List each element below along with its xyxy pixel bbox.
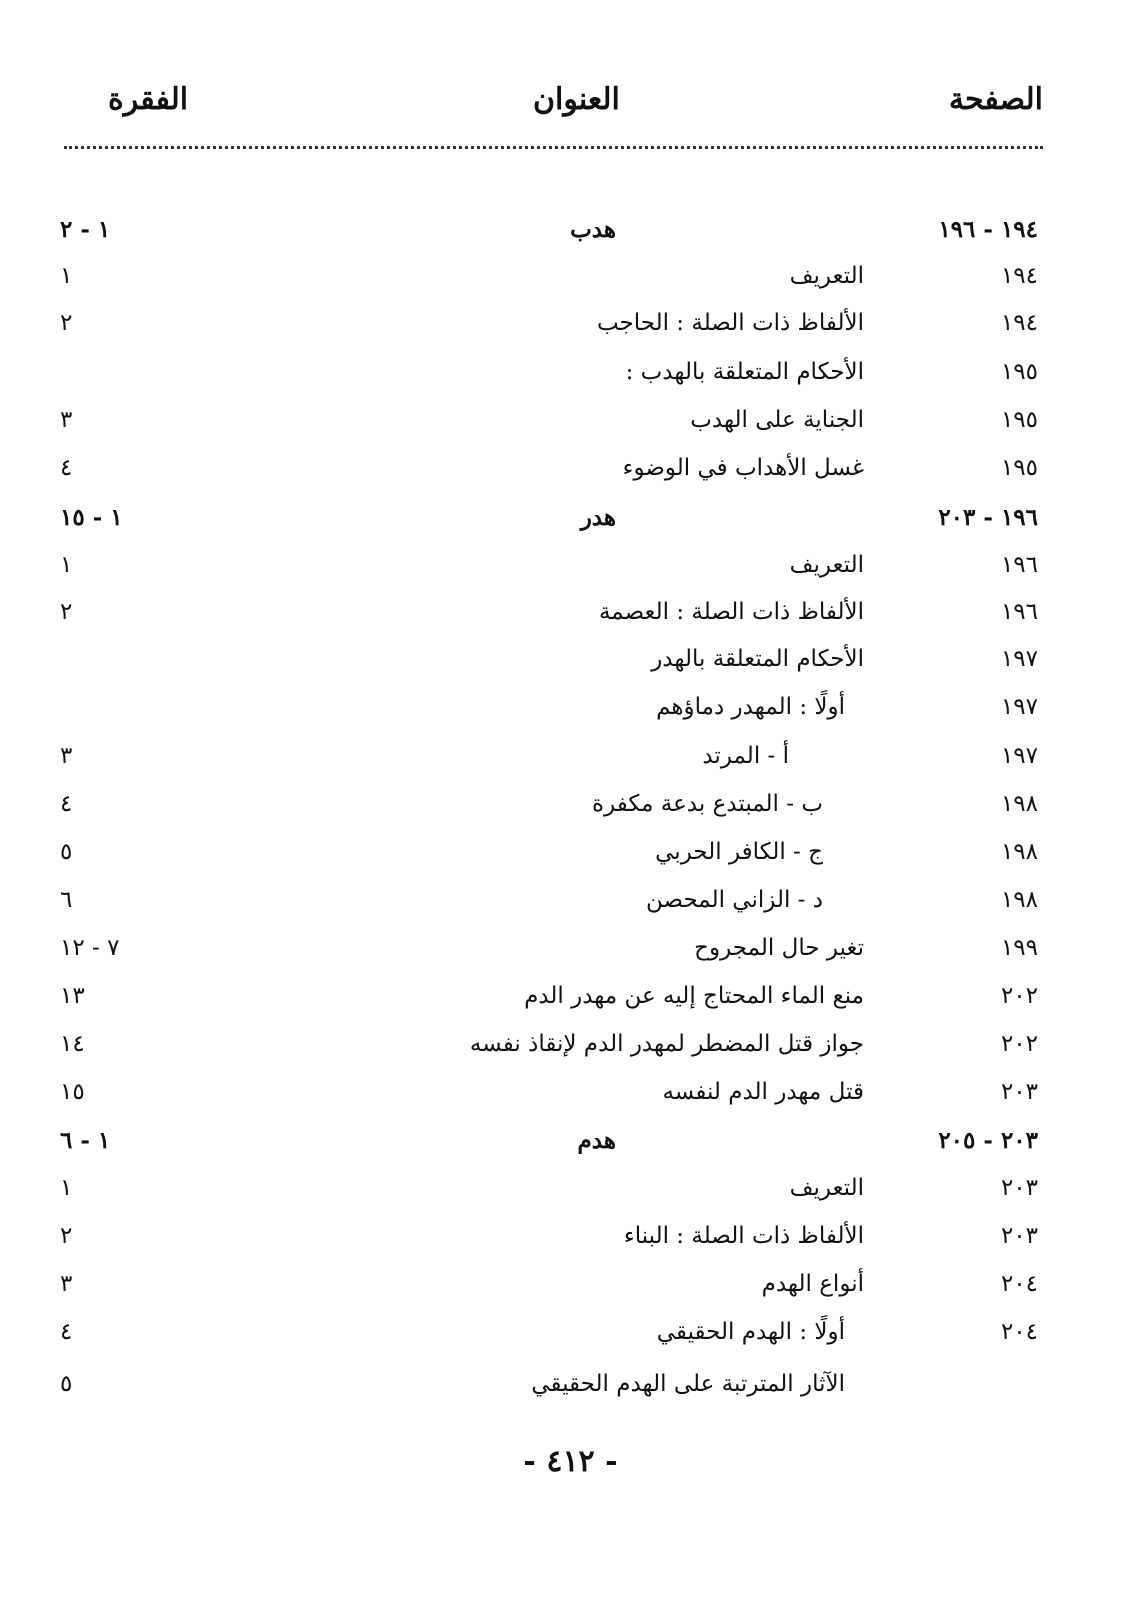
toc-row [0,882,1141,918]
toc-row [0,500,1141,536]
toc-row [0,1314,1141,1350]
toc-row [0,786,1141,822]
page-number: ٢٠٢ [1000,983,1038,1009]
entry-title: هدر [580,504,616,531]
page-number: ٢٠٣ [1000,1223,1038,1249]
paragraph-range: ١ [60,552,73,578]
toc-row [0,354,1141,390]
entry-title: الأحكام المتعلقة بالهدر [651,646,864,672]
paragraph-range: ١ [60,263,73,289]
toc-row [0,547,1141,583]
toc-row [0,689,1141,725]
page-number: ١٩٥ [1000,359,1038,385]
paragraph-range: ١ - ١٥ [60,504,123,531]
page-number: ٢٠٣ [1000,1079,1038,1105]
entry-title: أنواع الهدم [761,1271,864,1297]
toc-row [0,258,1141,294]
entry-title: ج - الكافر الحربي [655,839,823,865]
entry-title: هدم [577,1127,616,1154]
page-number: ١٩٦ - ٢٠٣ [938,504,1038,531]
entry-title: الآثار المترتبة على الهدم الحقيقي [531,1371,845,1397]
toc-row [0,1266,1141,1302]
page-number: ٢٠٤ [1000,1271,1038,1297]
page-number: ٢٠٤ [1000,1319,1038,1345]
paragraph-range: ٣ [60,1271,73,1297]
paragraph-range: ٥ [60,1371,73,1397]
header-title-column: العنوان [533,82,620,117]
paragraph-range: ٤ [60,455,73,481]
paragraph-range: ٤ [60,791,73,817]
page-number: ٢٠٣ [1000,1175,1038,1201]
page-number: ٢٠٣ - ٢٠٥ [938,1127,1038,1154]
page-number: ١٩٦ [1000,552,1038,578]
entry-title: الجناية على الهدب [690,407,864,433]
entry-title: التعريف [789,552,864,578]
entry-title: جواز قتل المضطر لمهدر الدم لإنقاذ نفسه [469,1031,864,1057]
toc-row [0,834,1141,870]
page-number: ١٩٦ [1000,599,1038,625]
paragraph-range: ٣ [60,743,73,769]
entry-title: التعريف [789,1175,864,1201]
entry-title: هدب [570,216,616,243]
page-number: ١٩٧ [1000,743,1038,769]
page-footer-number: - ٤١٢ - [523,1444,618,1479]
paragraph-range: ٣ [60,407,73,433]
paragraph-range: ٦ [60,887,73,913]
toc-row [0,212,1141,248]
entry-title: منع الماء المحتاج إليه عن مهدر الدم [524,983,864,1009]
paragraph-range: ١ - ٦ [60,1127,111,1154]
entry-title: الألفاظ ذات الصلة : البناء [623,1223,864,1249]
toc-row [0,594,1141,630]
paragraph-range: ١٣ [60,983,85,1009]
toc-row [0,1123,1141,1159]
toc-row [0,402,1141,438]
paragraph-range: ٢ [60,1223,73,1249]
paragraph-range: ٥ [60,839,73,865]
toc-row [0,930,1141,966]
paragraph-range: ٧ - ١٢ [60,935,120,961]
paragraph-range: ١٤ [60,1031,85,1057]
toc-row [0,1218,1141,1254]
entry-title: ب - المبتدع بدعة مكفرة [592,791,823,817]
toc-row [0,1026,1141,1062]
toc-row [0,450,1141,486]
dotted-divider [64,146,1043,149]
toc-row [0,641,1141,677]
page-number: ١٩٥ [1000,455,1038,481]
toc-row [0,978,1141,1014]
paragraph-range: ١ [60,1175,73,1201]
toc-row [0,1074,1141,1110]
page-number: ١٩٧ [1000,646,1038,672]
header-page-column: الصفحة [948,82,1043,117]
page-number: ١٩٥ [1000,407,1038,433]
entry-title: غسل الأهداب في الوضوء [622,455,864,481]
entry-title: أولًا : الهدم الحقيقي [656,1319,845,1345]
entry-title: أولًا : المهدر دماؤهم [656,694,845,720]
entry-title: الألفاظ ذات الصلة : العصمة [598,599,864,625]
paragraph-range: ٢ [60,310,73,336]
page-number: ١٩٤ [1000,263,1038,289]
page-number: ١٩٩ [1000,935,1038,961]
page-number: ١٩٨ [1000,839,1038,865]
paragraph-range: ٤ [60,1319,73,1345]
page-number: ١٩٤ [1000,310,1038,336]
page-number: ١٩٧ [1000,694,1038,720]
page-number: ١٩٨ [1000,887,1038,913]
paragraph-range: ٢ [60,599,73,625]
header-paragraph-column: الفقرة [108,82,189,117]
entry-title: الألفاظ ذات الصلة : الحاجب [596,310,864,336]
page-number: ١٩٤ - ١٩٦ [938,216,1038,243]
entry-title: د - الزاني المحصن [646,887,823,913]
entry-title: تغير حال المجروح [694,935,864,961]
toc-row [0,1366,1141,1402]
toc-row [0,738,1141,774]
toc-row [0,305,1141,341]
paragraph-range: ١ - ٢ [60,216,111,243]
paragraph-range: ١٥ [60,1079,85,1105]
page-number: ١٩٨ [1000,791,1038,817]
page-number: ٢٠٢ [1000,1031,1038,1057]
entry-title: أ - المرتد [702,743,789,769]
toc-row [0,1170,1141,1206]
entry-title: قتل مهدر الدم لنفسه [662,1079,864,1105]
entry-title: التعريف [789,263,864,289]
entry-title: الأحكام المتعلقة بالهدب : [625,359,864,385]
